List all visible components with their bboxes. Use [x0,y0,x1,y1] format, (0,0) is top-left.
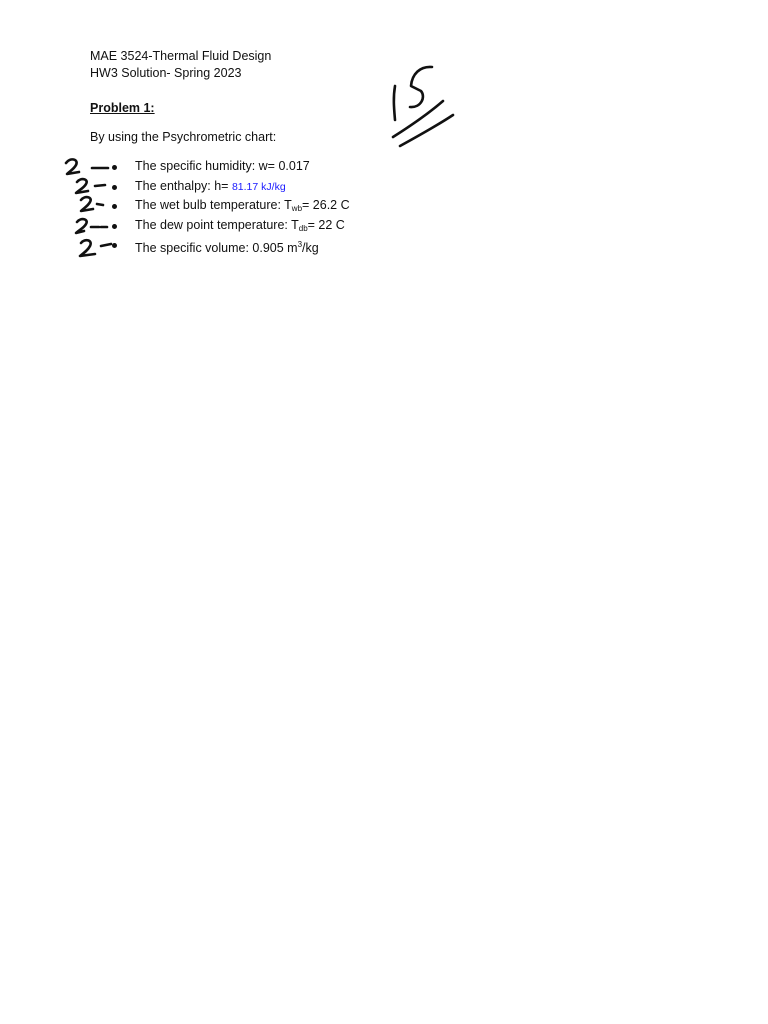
answer-label: The specific volume: [135,241,253,255]
course-title: MAE 3524-Thermal Fluid Design [90,49,272,63]
answer-value: 81.17 kJ/kg [231,180,286,193]
score-mark-icon [393,67,453,146]
answer-superscript: 3 [297,240,303,249]
grade-mark-icon [76,219,107,233]
grade-mark-icon [80,240,111,256]
answer-subscript: wb [291,204,303,213]
grade-mark-icon [66,159,108,174]
answer-value: = 22 C [307,217,345,232]
answer-value: 0.017 [278,159,310,173]
answer-value: = 26.2 C [302,198,350,212]
answer-label: The specific humidity: w= [135,159,279,173]
document-subtitle: HW3 Solution- Spring 2023 [90,66,242,80]
problem-intro: By using the Psychrometric chart: [90,130,277,144]
grade-mark-icon [81,197,103,211]
answer-label: The dew point temperature: T [135,217,299,232]
grade-mark-icon [76,179,105,193]
answer-unit: /kg [302,241,319,255]
answer-label: The enthalpy: h= [135,178,232,193]
answer-value: 0.905 m [252,241,298,255]
answer-label: The wet bulb temperature: T [135,198,292,212]
problem-heading: Problem 1: [90,101,155,115]
answer-subscript: db [298,223,308,233]
